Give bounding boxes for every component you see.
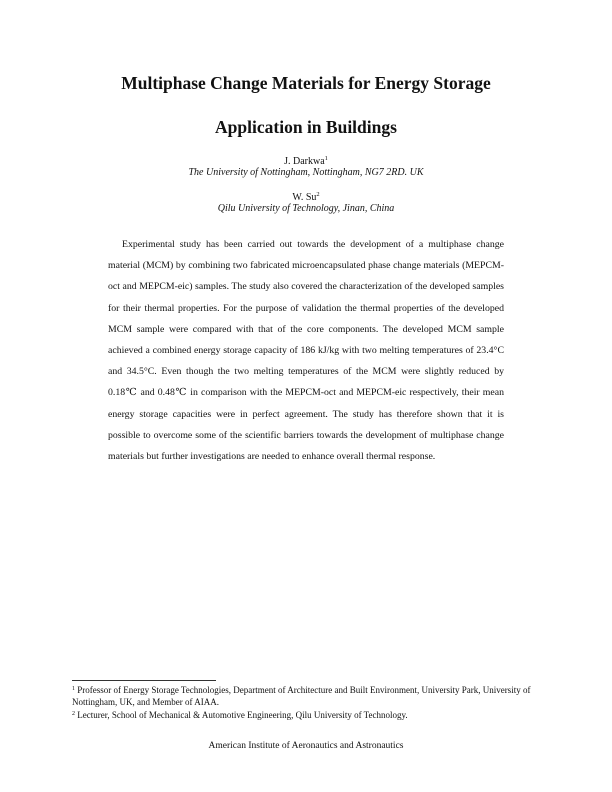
footnote-separator	[72, 680, 216, 681]
author-1-affiliation: The University of Nottingham, Nottingham, NG7 2RD. UK	[188, 167, 424, 178]
author-2-affiliation: Qilu University of Technology, Jinan, China	[217, 203, 395, 214]
paper-title-line-2: Application in Buildings	[215, 117, 397, 137]
footnote-1-text: Professor of Energy Storage Technologies, Department of Architecture and Built Environment, University Park, University of Nottingham, UK, and Member of AIAA.	[72, 685, 531, 707]
author-1	[60, 153, 552, 168]
footnote-1	[72, 684, 542, 708]
paper-title-line-1: Multiphase Change Materials for Energy Storage	[121, 73, 491, 93]
footnote-2	[72, 709, 542, 722]
author-1-name: J. Darkwa	[284, 156, 325, 167]
footnote-1-marker: 1	[72, 686, 75, 692]
author-2-name: W. Su	[292, 192, 317, 203]
author-2	[60, 189, 552, 204]
footnote-2-text: Lecturer, School of Mechanical & Automotive Engineering, Qilu University of Technology.	[77, 710, 408, 720]
footnote-2-marker: 2	[72, 711, 75, 717]
page-footer: American Institute of Aeronautics and Astronautics	[208, 741, 404, 751]
author-1-footnote-marker: 1	[324, 155, 328, 162]
author-2-footnote-marker: 2	[316, 191, 320, 198]
abstract-paragraph: Experimental study has been carried out towards the development of a multiphase change material (MCM) by combining two fabricated microencapsulated phase change materials (MEPCM-oct and MEPCM-eic) samples. The study also covered the characterization of the developed samples for their thermal properties. For the purpose of validation the thermal properties of the developed MCM sample were compared with that of the core components. The developed MCM sample achieved a combined energy storage capacity of 186 kJ/kg with two melting temperatures of 23.4°C and 34.5°C. Even though the two melting temperatures of the MCM were slightly reduced by 0.18℃ and 0.48℃ in comparison with the MEPCM-oct and MEPCM-eic respectively, their mean energy storage capacities were in perfect agreement. The study has therefore shown that it is possible to overcome some of the scientific barriers towards the development of multiphase change materials but further investigations are needed to enhance overall thermal response.	[108, 239, 504, 463]
